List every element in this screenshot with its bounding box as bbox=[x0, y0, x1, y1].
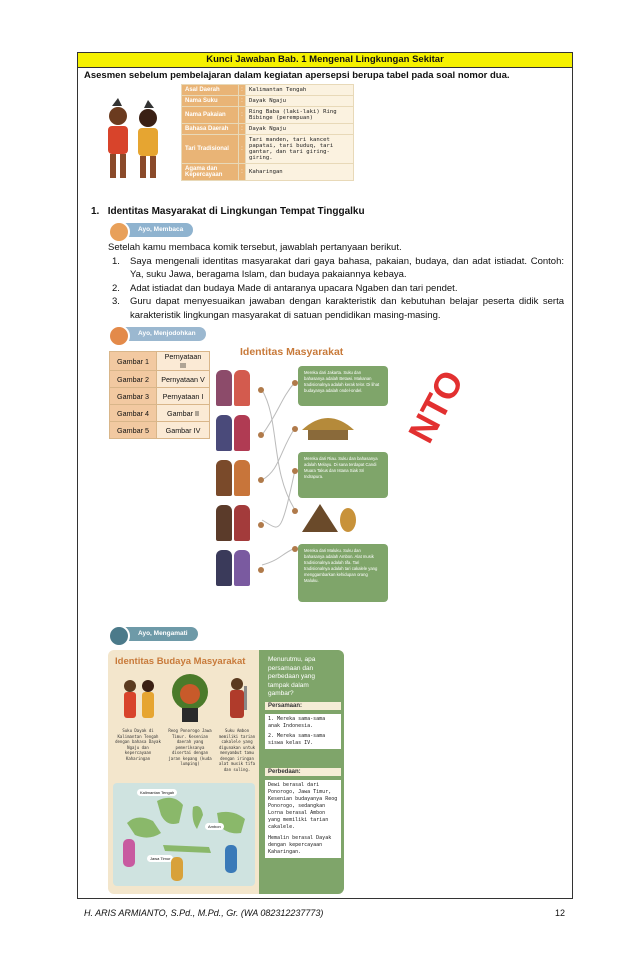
table-row: Agama dan Kepercayaan : Kaharingan bbox=[182, 164, 354, 181]
identitas-masyarakat-title: Identitas Masyarakat bbox=[240, 346, 344, 358]
reading-answers bbox=[108, 241, 564, 322]
identity-table bbox=[181, 84, 354, 181]
table-row: Gambar 1 Pernyataan III bbox=[110, 352, 210, 371]
map-label: Jawa Timur bbox=[147, 855, 173, 862]
row-label: Asal Daerah bbox=[182, 85, 239, 96]
person-icon bbox=[216, 370, 232, 406]
list-item: 2. Adat istiadat dan budaya Made di antaranya upacara Ngaben dan tari pendet. bbox=[112, 282, 458, 294]
eye-icon bbox=[108, 625, 130, 647]
section-heading: 1. Identitas Masyarakat di Lingkungan Tempat Tinggalku bbox=[91, 206, 365, 217]
person-icon bbox=[234, 415, 250, 451]
row-label: Nama Pakaian bbox=[182, 107, 239, 124]
table-row: Gambar 4 Gambar II bbox=[110, 405, 210, 422]
puzzle-icon bbox=[108, 325, 130, 347]
dayak-illustration bbox=[118, 676, 160, 722]
dayak-children-illustration bbox=[98, 98, 170, 186]
row-value: Dayak Ngaju bbox=[246, 124, 354, 135]
alat-musik-image bbox=[298, 500, 358, 536]
ambon-illustration bbox=[222, 676, 252, 722]
row-value: Tari manden, tari kancet papatai, tari buduq, tari gantar, dan tari giring-giring. bbox=[246, 135, 354, 164]
question-text: Menurutmu, apa persamaan dan perbedaan yang tampak dalam gambar? bbox=[268, 656, 316, 697]
list-item: 3. Guru dapat menyesuaikan jawaban dengan karakteristik dan kebutuhan belajar peserta didik serta karakteristik lingkungan masyarakat di satuan pendidikan masing-masing. bbox=[112, 296, 564, 321]
badge-label: Ayo, Mengamati bbox=[116, 627, 198, 641]
reog-illustration bbox=[170, 672, 210, 724]
rumah-adat-image bbox=[298, 412, 358, 442]
statement-box: Mereka dari Riau. Suku dan bahasanya adalah Melayu. Di sana terdapat Candi Muara Takus dan Istana Siak Sri Indrapura. bbox=[298, 452, 388, 498]
card-title: Identitas Budaya Masyarakat bbox=[115, 656, 246, 667]
person-icon bbox=[216, 415, 232, 451]
page-number: 12 bbox=[555, 908, 566, 918]
badge-label: Ayo, Menjodohkan bbox=[116, 327, 206, 341]
caption-ambon: Suku Ambon memiliki tarian cakalele yang digunakan untuk menyambut tamu dengan iringan alat musik tifa dan suling. bbox=[218, 728, 256, 772]
table-row: Asal Daerah : Kalimantan Tengah bbox=[182, 85, 354, 96]
child-icon bbox=[123, 839, 135, 867]
book-icon bbox=[108, 221, 130, 243]
badge-label: Ayo, Membaca bbox=[116, 223, 193, 237]
perbedaan-answer: Dewi berasal dari Ponorogo, Jawa Timur, Kesenian budayanya Reog Ponorogo, sedangkan Lorna berasal Ambon yang memiliki tarian cakalele. Hemalin berasal Dayak dengan kepercayaan Kaharingan. bbox=[265, 780, 341, 858]
persamaan-label: Persamaan: bbox=[265, 702, 341, 710]
persamaan-answer: 1. Mereka sama-sama anak Indonesia. 2. Mereka sama-sama siswa kelas IV. bbox=[265, 714, 341, 749]
person-icon bbox=[216, 460, 232, 496]
indonesia-map bbox=[113, 783, 255, 886]
person-icon bbox=[234, 460, 250, 496]
person-icon bbox=[234, 505, 250, 541]
caption-reog: Reog Ponorogo Jawa Timur. Kesenian daerah yang pemeriksanya disertai dengan jaran kepang (kuda lumping) bbox=[168, 728, 212, 766]
row-value: Kaharingan bbox=[246, 164, 354, 181]
table-row: Nama Suku : Dayak Ngaju bbox=[182, 96, 354, 107]
row-label: Tari Tradisional bbox=[182, 135, 239, 164]
matching-figure bbox=[210, 360, 390, 605]
connector-dot bbox=[258, 387, 264, 393]
person-icon bbox=[216, 505, 232, 541]
watermark-text: NTO bbox=[400, 363, 472, 450]
table-row: Gambar 5 Gambar IV bbox=[110, 422, 210, 439]
person-icon bbox=[234, 550, 250, 586]
statement-box: Mereka dari Maluku. Suku dan bahasanya adalah Ambon. Alat musik tradisionalnya adalah tifa. Tari tradisionalnya adalah tari cakalele yang menggambarkan kehidupan orang Maluku. bbox=[298, 544, 388, 602]
perbedaan-label: Perbedaan: bbox=[265, 768, 341, 776]
child-icon bbox=[225, 845, 237, 873]
intro-text: Asesmen sebelum pembelajaran dalam kegiatan apersepsi berupa tabel pada soal nomor dua. bbox=[84, 70, 510, 81]
child-icon bbox=[171, 857, 183, 881]
row-label: Nama Suku bbox=[182, 96, 239, 107]
connector-dot bbox=[258, 432, 264, 438]
table-row: Gambar 3 Pernyataan I bbox=[110, 388, 210, 405]
row-value: Kalimantan Tengah bbox=[246, 85, 354, 96]
statement-box: Mereka dari Jakarta. Suku dan bahasanya adalah Betawi. Makanan tradisionalnya adalah kerak telor. Di lihat budayanya adalah ondel-ondel. bbox=[298, 366, 388, 406]
row-label: Bahasa Daerah bbox=[182, 124, 239, 135]
row-label: Agama dan Kepercayaan bbox=[182, 164, 239, 181]
row-value: Ring Baba (laki-laki) Ring Bibinge (perempuan) bbox=[246, 107, 354, 124]
row-value: Dayak Ngaju bbox=[246, 96, 354, 107]
table-row: Nama Pakaian : Ring Baba (laki-laki) Ring Bibinge (perempuan) bbox=[182, 107, 354, 124]
connector-dot bbox=[258, 522, 264, 528]
connector-dot bbox=[258, 477, 264, 483]
caption-dayak: Suku Dayak di Kalimantan Tengah dengan bahasa Dayak Ngaju dan kepercayaan Kaharingan bbox=[115, 728, 161, 761]
table-row: Bahasa Daerah : Dayak Ngaju bbox=[182, 124, 354, 135]
connector-dot bbox=[258, 567, 264, 573]
lead-text: Setelah kamu membaca komik tersebut, jawablah pertanyaan berikut. bbox=[108, 242, 402, 253]
person-icon bbox=[216, 550, 232, 586]
list-item: 1. Saya mengenali identitas masyarakat dari gaya bahasa, pakaian, budaya, dan adat istiadat. Contoh: Ya, suku Jawa, beragama Islam, dan budaya pakaiannya kebaya. bbox=[112, 255, 564, 280]
person-icon bbox=[234, 370, 250, 406]
map-label: Ambon bbox=[205, 823, 224, 830]
table-row: Gambar 2 Pernyataan V bbox=[110, 371, 210, 388]
matching-table bbox=[109, 351, 210, 439]
footer-author: H. ARIS ARMIANTO, S.Pd., M.Pd., Gr. (WA 082312237773) bbox=[84, 908, 324, 918]
map-label: Kalimantan Tengah bbox=[137, 789, 177, 796]
table-row: Tari Tradisional : Tari manden, tari kancet papatai, tari buduq, tari gantar, dan tari giring-giring. bbox=[182, 135, 354, 164]
page-title: Kunci Jawaban Bab. 1 Mengenal Lingkungan Sekitar bbox=[78, 53, 572, 68]
